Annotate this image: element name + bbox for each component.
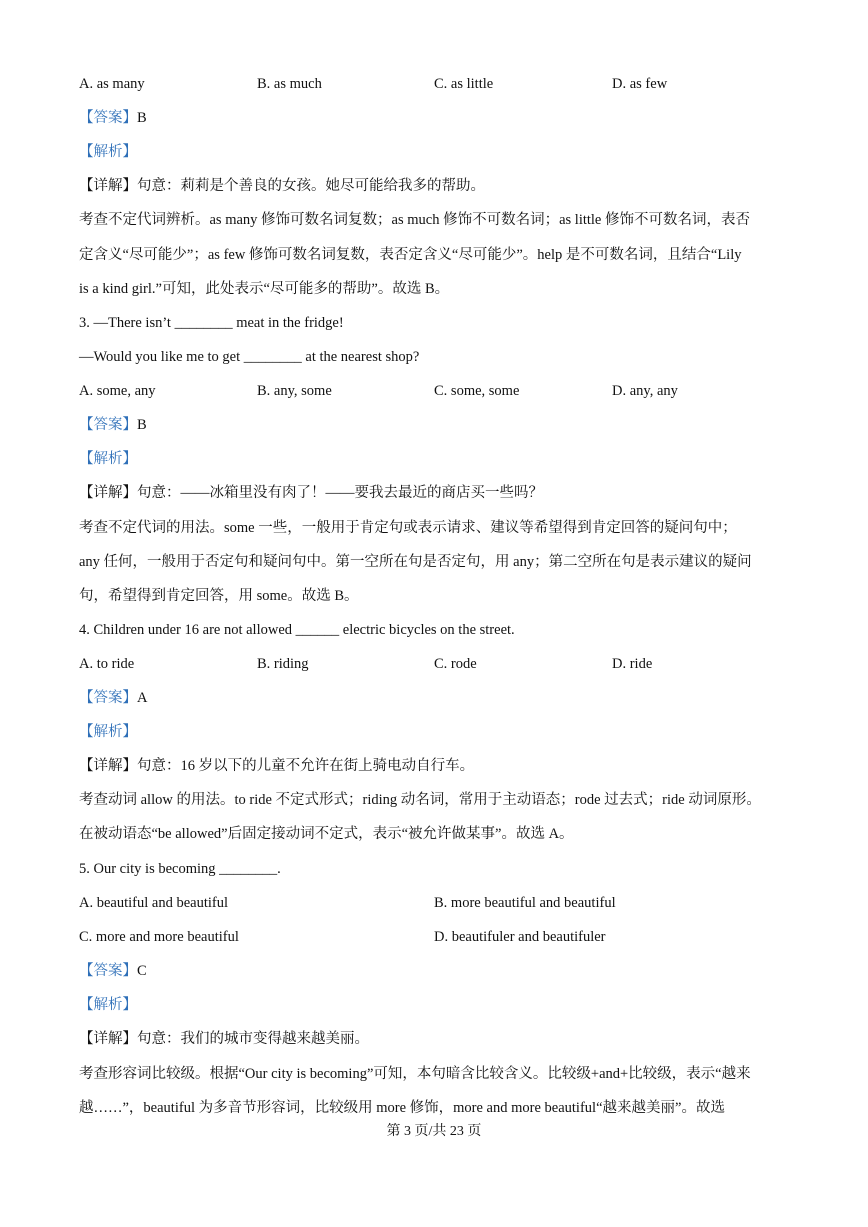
q5-option-d: D. beautifuler and beautifuler (434, 929, 606, 945)
q3-option-a: A. some, any (79, 383, 156, 399)
q2-answer (79, 108, 147, 128)
answer-tag: 【答案】 (79, 963, 137, 979)
detail-text: 句意：16 岁以下的儿童不允许在街上骑电动自行车。 (137, 758, 475, 774)
answer-value: B (137, 110, 147, 126)
answer-tag: 【答案】 (79, 417, 137, 433)
q2-option-b: B. as much (257, 76, 322, 92)
q2-option-d: D. as few (612, 76, 668, 92)
answer-value: B (137, 417, 147, 433)
page-footer: 第 3 页/共 23 页 (386, 1124, 482, 1139)
q4-option-a: A. to ride (79, 656, 135, 672)
q4-detail-line-2: 考查动词 allow 的用法。to ride 不定式形式；riding 动名词，常用于主动语态；rode 过去式；ride 动词原形。 (79, 792, 761, 808)
q5-detail-line-2: 考查形容词比较级。根据“Our city is becoming”可知，本句暗含比较含义。比较级+and+比较级，表示“越来 (79, 1066, 751, 1082)
q4-option-d: D. ride (612, 656, 653, 672)
q3-analysis-heading (79, 449, 137, 469)
q4-detail-line-3: 在被动语态“be allowed”后固定接动词不定式，表示“被允许做某事”。故选 A。 (79, 826, 574, 842)
q3-detail-line-4: 句，希望得到肯定回答，用 some。故选 B。 (79, 588, 359, 604)
q5-options-row-2 (79, 927, 799, 947)
q4-option-c: C. rode (434, 656, 477, 672)
q2-detail-line-3: 定含义“尽可能少”；as few 修饰可数名词复数，表否定含义“尽可能少”。help 是不可数名词，且结合“Lily (79, 247, 742, 263)
q2-analysis-heading (79, 142, 137, 162)
analysis-tag: 【解析】 (79, 144, 137, 160)
q3-answer (79, 415, 147, 435)
q2-option-a: A. as many (79, 76, 145, 92)
q4-answer (79, 688, 147, 708)
q3-detail-line-3: any 任何，一般用于否定句和疑问句中。第一空所在句是否定句，用 any；第二空所在句是表示建议的疑问 (79, 554, 752, 570)
q3-stem-line-1: 3. —There isn’t ________ meat in the fridge! (79, 315, 344, 331)
q3-stem-line-2: —Would you like me to get ________ at the nearest shop? (79, 349, 420, 365)
answer-tag: 【答案】 (79, 110, 137, 126)
q3-option-d: D. any, any (612, 383, 678, 399)
q2-detail-line-1 (79, 176, 485, 196)
q5-detail-line-1 (79, 1029, 369, 1049)
q5-stem: 5. Our city is becoming ________. (79, 861, 281, 877)
q3-option-c: C. some, some (434, 383, 520, 399)
q3-detail-line-1 (79, 483, 543, 503)
detail-tag: 【详解】 (79, 758, 137, 774)
q4-option-b: B. riding (257, 656, 309, 672)
q2-detail-line-4: is a kind girl.”可知，此处表示“尽可能多的帮助”。故选 B。 (79, 281, 450, 297)
q4-options (79, 654, 799, 674)
q3-options (79, 381, 799, 401)
detail-text: 句意：我们的城市变得越来越美丽。 (137, 1031, 369, 1047)
q2-option-c: C. as little (434, 76, 494, 92)
detail-tag: 【详解】 (79, 1031, 137, 1047)
detail-tag: 【详解】 (79, 485, 137, 501)
q5-analysis-heading (79, 995, 137, 1015)
analysis-tag: 【解析】 (79, 451, 137, 467)
q4-analysis-heading (79, 722, 137, 742)
q3-option-b: B. any, some (257, 383, 332, 399)
answer-value: C (137, 963, 147, 979)
q5-detail-line-3: 越……”，beautiful 为多音节形容词，比较级用 more 修饰，more and more beautiful“越来越美丽”。故选 (79, 1100, 725, 1116)
answer-value: A (137, 690, 148, 706)
answer-tag: 【答案】 (79, 690, 137, 706)
q4-stem: 4. Children under 16 are not allowed ______ electric bicycles on the street. (79, 622, 515, 638)
analysis-tag: 【解析】 (79, 997, 137, 1013)
q2-options (79, 74, 799, 94)
q3-detail-line-2: 考查不定代词的用法。some 一些，一般用于肯定句或表示请求、建议等希望得到肯定回答的疑问句中； (79, 520, 737, 536)
q4-detail-line-1 (79, 756, 474, 776)
q5-option-b: B. more beautiful and beautiful (434, 895, 616, 911)
detail-text: 句意：莉莉是个善良的女孩。她尽可能给我多的帮助。 (137, 178, 485, 194)
q5-options-row-1 (79, 893, 799, 913)
analysis-tag: 【解析】 (79, 724, 137, 740)
q5-option-a: A. beautiful and beautiful (79, 895, 228, 911)
detail-text: 句意：——冰箱里没有肉了！——要我去最近的商店买一些吗？ (137, 485, 543, 501)
q2-detail-line-2: 考查不定代词辨析。as many 修饰可数名词复数；as much 修饰不可数名词；as little 修饰不可数名词，表否 (79, 212, 750, 228)
q5-answer (79, 961, 147, 981)
detail-tag: 【详解】 (79, 178, 137, 194)
q5-option-c: C. more and more beautiful (79, 929, 239, 945)
